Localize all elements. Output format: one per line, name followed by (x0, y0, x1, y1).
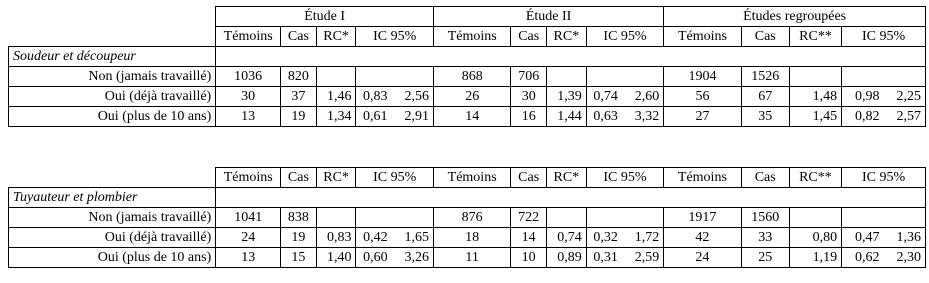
table-cell: 1,39 (547, 87, 587, 107)
table-cell: 30 (216, 87, 281, 107)
table-cell (547, 67, 587, 87)
table-cell: 1526 (741, 67, 789, 87)
table-cell: 0,62 (842, 248, 884, 268)
row-label: Oui (déjà travaillé) (9, 228, 216, 248)
col-header: Témoins (664, 27, 741, 47)
col-header: IC 95% (356, 168, 433, 188)
col-header: IC 95% (586, 168, 663, 188)
table-row (9, 208, 926, 228)
table-cell (789, 67, 841, 87)
table-cell (883, 208, 925, 228)
table-cell: 2,30 (883, 248, 925, 268)
col-header: RC* (316, 168, 356, 188)
column-header-row (9, 168, 926, 188)
section-title-row (9, 47, 926, 67)
table-cell: 1036 (216, 67, 281, 87)
table-cell (586, 67, 622, 87)
results-table-plumbers (8, 167, 926, 268)
table-cell (586, 208, 622, 228)
table-cell: 868 (433, 67, 510, 87)
section-title: Tuyauteur et plombier (9, 188, 216, 208)
table-cell: 1,19 (789, 248, 841, 268)
section-title: Soudeur et découpeur (9, 47, 216, 67)
col-header: Témoins (216, 168, 281, 188)
table-cell: 2,57 (884, 107, 926, 127)
table-row (9, 228, 926, 248)
col-header: Cas (511, 27, 547, 47)
col-header: RC* (547, 27, 587, 47)
table-cell: 1,36 (883, 228, 925, 248)
table-cell: 2,56 (392, 87, 434, 107)
table-cell: 0,74 (546, 228, 586, 248)
col-header: IC 95% (356, 27, 434, 47)
col-header: RC** (789, 27, 841, 47)
section-title-row (9, 188, 926, 208)
table-cell: 0,82 (842, 107, 884, 127)
table-cell: 0,42 (356, 228, 392, 248)
row-label: Oui (déjà travaillé) (9, 87, 216, 107)
col-header: Cas (281, 27, 317, 47)
table-cell: 1,46 (316, 87, 356, 107)
table-cell: 820 (281, 67, 317, 87)
table-cell: 0,98 (842, 87, 884, 107)
col-header: Témoins (433, 27, 510, 47)
table-cell: 56 (664, 87, 741, 107)
table-cell: 13 (216, 248, 281, 268)
table-cell: 2,25 (884, 87, 926, 107)
table-cell: 1917 (664, 208, 741, 228)
table-cell (316, 208, 356, 228)
table-cell: 37 (281, 87, 317, 107)
study-header-row (9, 7, 926, 27)
table-cell: 33 (741, 228, 789, 248)
table-row (9, 107, 926, 127)
table-cell: 1,34 (316, 107, 356, 127)
col-header: Cas (281, 168, 317, 188)
column-header-row (9, 27, 926, 47)
row-label: Oui (plus de 10 ans) (9, 248, 216, 268)
table-cell: 0,63 (586, 107, 622, 127)
table-row (9, 67, 926, 87)
table-cell: 1,48 (789, 87, 841, 107)
table-cell: 11 (433, 248, 510, 268)
table-cell: 24 (216, 228, 281, 248)
table-cell: 2,91 (392, 107, 434, 127)
table-row (9, 248, 926, 268)
table-cell: 16 (511, 107, 547, 127)
table-cell (842, 67, 884, 87)
table-cell (884, 67, 926, 87)
table-cell: 0,83 (316, 228, 356, 248)
table-cell: 706 (511, 67, 547, 87)
col-header: Cas (741, 27, 789, 47)
col-header: RC** (789, 168, 841, 188)
table-cell: 1,45 (789, 107, 841, 127)
table-cell: 2,59 (622, 248, 664, 268)
table-cell: 1,44 (547, 107, 587, 127)
col-header: RC* (316, 27, 356, 47)
table-cell: 0,47 (842, 228, 884, 248)
row-label: Non (jamais travaillé) (9, 208, 216, 228)
col-header: IC 95% (842, 168, 926, 188)
table-cell: 0,60 (356, 248, 392, 268)
table-cell: 0,80 (789, 228, 841, 248)
table-cell: 27 (664, 107, 741, 127)
table-cell: 722 (511, 208, 547, 228)
table-cell (622, 67, 664, 87)
col-header: Témoins (216, 27, 281, 47)
table-cell (622, 208, 664, 228)
table-cell: 35 (741, 107, 789, 127)
table-cell: 1,72 (622, 228, 664, 248)
col-header: Cas (511, 168, 547, 188)
table-cell (356, 67, 392, 87)
table-cell: 14 (511, 228, 547, 248)
table-cell: 13 (216, 107, 281, 127)
table-cell: 1,65 (392, 228, 434, 248)
table-cell (546, 208, 586, 228)
table-cell: 838 (281, 208, 317, 228)
col-header: IC 95% (842, 27, 926, 47)
table-cell: 1041 (216, 208, 281, 228)
results-table-welders (8, 6, 926, 127)
col-header: Témoins (664, 168, 741, 188)
table-cell: 67 (741, 87, 789, 107)
table-row (9, 87, 926, 107)
table-cell: 42 (664, 228, 741, 248)
table-cell: 25 (741, 248, 789, 268)
table-cell: 0,31 (586, 248, 622, 268)
table-cell (356, 208, 392, 228)
table-cell: 1904 (664, 67, 741, 87)
table-cell: 2,60 (622, 87, 664, 107)
table-cell: 0,83 (356, 87, 392, 107)
table-cell: 0,61 (356, 107, 392, 127)
table-cell: 19 (281, 107, 317, 127)
table-cell: 0,32 (586, 228, 622, 248)
table-cell: 18 (433, 228, 510, 248)
table-cell: 10 (511, 248, 547, 268)
table-cell: 26 (433, 87, 510, 107)
table-cell (842, 208, 884, 228)
table-cell (392, 208, 434, 228)
col-header: Témoins (433, 168, 510, 188)
table-cell: 0,74 (586, 87, 622, 107)
table-cell (789, 208, 841, 228)
table-cell: 14 (433, 107, 510, 127)
table-cell (392, 67, 434, 87)
row-label: Oui (plus de 10 ans) (9, 107, 216, 127)
col-header: IC 95% (586, 27, 663, 47)
col-header: Cas (741, 168, 789, 188)
row-label: Non (jamais travaillé) (9, 67, 216, 87)
table-cell: 3,26 (392, 248, 434, 268)
col-header: RC* (546, 168, 586, 188)
table-cell: 1560 (741, 208, 789, 228)
study-header: Études regroupées (664, 7, 926, 27)
table-cell: 30 (511, 87, 547, 107)
study-header: Étude I (216, 7, 434, 27)
table-cell: 1,40 (316, 248, 356, 268)
table-cell: 15 (281, 248, 317, 268)
table-cell: 3,32 (622, 107, 664, 127)
table-cell: 876 (433, 208, 510, 228)
table-cell: 0,89 (546, 248, 586, 268)
study-header: Étude II (433, 7, 663, 27)
table-cell: 24 (664, 248, 741, 268)
table-cell: 19 (281, 228, 317, 248)
table-cell (316, 67, 356, 87)
